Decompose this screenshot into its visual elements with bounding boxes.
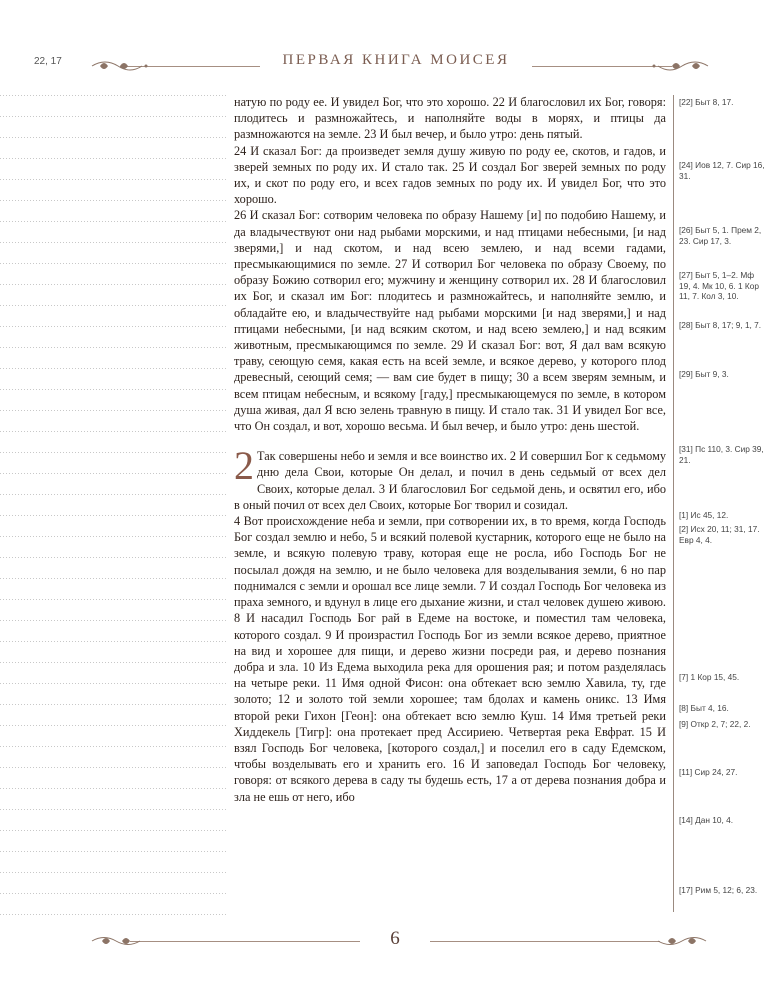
cross-ref: [7] 1 Кор 15, 45.	[679, 672, 740, 682]
header-ornament-left-icon	[90, 56, 160, 76]
cross-ref: [11] Сир 24, 27.	[679, 767, 738, 777]
cross-ref: [8] Быт 4, 16.	[679, 703, 729, 713]
footer-ornament-right-icon	[648, 931, 708, 951]
paragraph-text: Так совершены небо и земля и все воинство их. 2 И совершил Бог к седьмому дню дела Свои, которые Он делал, и почил в день седьмый от всех дел Своих, которые делал. 3 И благословил Бог седьмой день, и освятил его, ибо в оный почил от всех дел Своих, которые Бог творил и созидал.	[234, 449, 667, 512]
running-title: ПЕРВАЯ КНИГА МОИСЕЯ	[282, 52, 510, 68]
scripture-text	[234, 94, 666, 805]
chapter-paragraph	[234, 443, 667, 513]
cross-ref: [26] Быт 5, 1. Прем 2, 23. Сир 17, 3.	[679, 225, 762, 246]
cross-ref: [27] Быт 5, 1–2. Мф 19, 4. Мк 10, 6. 1 Кор 11, 7. Кол 3, 10.	[679, 270, 759, 301]
cross-ref: [2] Исх 20, 11; 31, 17. Евр 4, 4.	[679, 524, 760, 545]
chapter-number: 2	[234, 443, 254, 489]
footer-rule-left	[130, 941, 360, 942]
cross-ref: [22] Быт 8, 17.	[679, 97, 734, 107]
cross-ref: [28] Быт 8, 17; 9, 1, 7.	[679, 320, 762, 330]
notes-ruled-area	[0, 95, 226, 925]
cross-ref: [17] Рим 5, 12; 6, 23.	[679, 885, 758, 895]
paragraph: 24 И сказал Бог: да произведет земля душу живую по роду ее, скотов, и гадов, и зверей земных по роду их. И стало так. 25 И создал Бог зверей земных по роду их, и скот по роду его, и всех гадов земных по роду их. И увидел Бог, что это хорошо.	[234, 143, 666, 207]
page-number: 6	[390, 928, 400, 949]
cross-ref: [14] Дан 10, 4.	[679, 815, 734, 825]
cross-ref: [24] Иов 12, 7. Сир 16, 31.	[679, 160, 765, 181]
header-verse-ref: 22, 17	[34, 56, 62, 67]
margin-divider	[673, 95, 674, 912]
paragraph: 26 И сказал Бог: сотворим человека по образу Нашему [и] по подобию Нашему, и да владычествуют они над рыбами морскими, и над птицами небесными, [и над зверями,] и над скотом, и над всею землею, и над всеми гадами, пресмыкающимися по земле. 27 И сотворил Бог человека по образу Своему, по образу Божию сотворил его; мужчину и женщину сотворил их. 28 И благословил их Бог, и сказал им Бог: плодитесь и размножайтесь, и наполняйте землю, и обладайте ею, и владычествуйте над рыбами морскими [и над зверями,] и над птицами небесными, [и над всяким скотом, и над всею землею,] и над всяким животным, пресмыкающимся по земле. 29 И сказал Бог: вот, Я дал вам всякую траву, сеющую семя, какая есть на всей земле, и всякое дерево, у которого плод древесный, сеющий семя; — вам сие будет в пищу; 30 а всем зверям земным, и всем птицам небесным, и всякому [гаду,] пресмыкающемуся по земле, в котором душа живая, дал Я всю зелень травную в пищу. И стало так. 31 И увидел Бог все, что Он создал, и вот, хорошо весьма. И был вечер, и было утро: день шестой.	[234, 208, 666, 434]
footer-ornament-left-icon	[90, 931, 150, 951]
footer-rule-right	[430, 941, 660, 942]
cross-ref: [1] Ис 45, 12.	[679, 510, 729, 520]
paragraph: 4 Вот происхождение неба и земли, при сотворении их, в то время, когда Господь Бог создал землю и небо, 5 и всякий полевой кустарник, которого еще не было на земле, и всякую полевую траву, которая еще не росла, ибо Господь Бог не посылал дождя на землю, и не было человека для возделывания земли, 6 но пар поднимался с земли и орошал все лице земли. 7 И создал Господь Бог человека из праха земного, и вдунул в лице его дыхание жизни, и стал человек душею живою. 8 И насадил Господь Бог рай в Едеме на востоке, и поместил там человека, которого создал. 9 И произрастил Господь Бог из земли всякое дерево, приятное на вид и хорошее для пищи, и дерево жизни посреди рая, и дерево познания добра и зла. 10 Из Едема выходила река для орошения рая; и потом разделялась на четыре реки. 11 Имя одной Фисон: она обтекает всю землю Хавила, ту, где золото; 12 и золото той земли хорошее; там бдолах и камень оникс. 13 Имя второй реки Гихон [Геон]: она обтекает всю землю Куш. 14 Имя третьей реки Хиддекель [Тигр]: она протекает пред Ассириею. Четвертая река Евфрат. 15 И взял Господь Бог человека, [которого создал,] и поселил его в саду Едемском, чтобы возделывать его и хранить его. 16 И заповедал Господь Бог человеку, говоря: от всякого дерева в саду ты будешь есть, 17 а от дерева познания добра и зла не ешь от него, ибо	[234, 514, 666, 804]
cross-ref: [9] Откр 2, 7; 22, 2.	[679, 719, 751, 729]
cross-ref: [31] Пс 110, 3. Сир 39, 21.	[679, 444, 764, 465]
header-ornament-right-icon	[640, 56, 710, 76]
paragraph: натую по роду ее. И увидел Бог, что это хорошо. 22 И благословил их Бог, говоря: плодитесь и размножайтесь, и наполняйте воды в морях, и птицы да размножаются на земле. 23 И был вечер, и было утро: день пятый.	[234, 95, 666, 142]
cross-ref: [29] Быт 9, 3.	[679, 369, 729, 379]
